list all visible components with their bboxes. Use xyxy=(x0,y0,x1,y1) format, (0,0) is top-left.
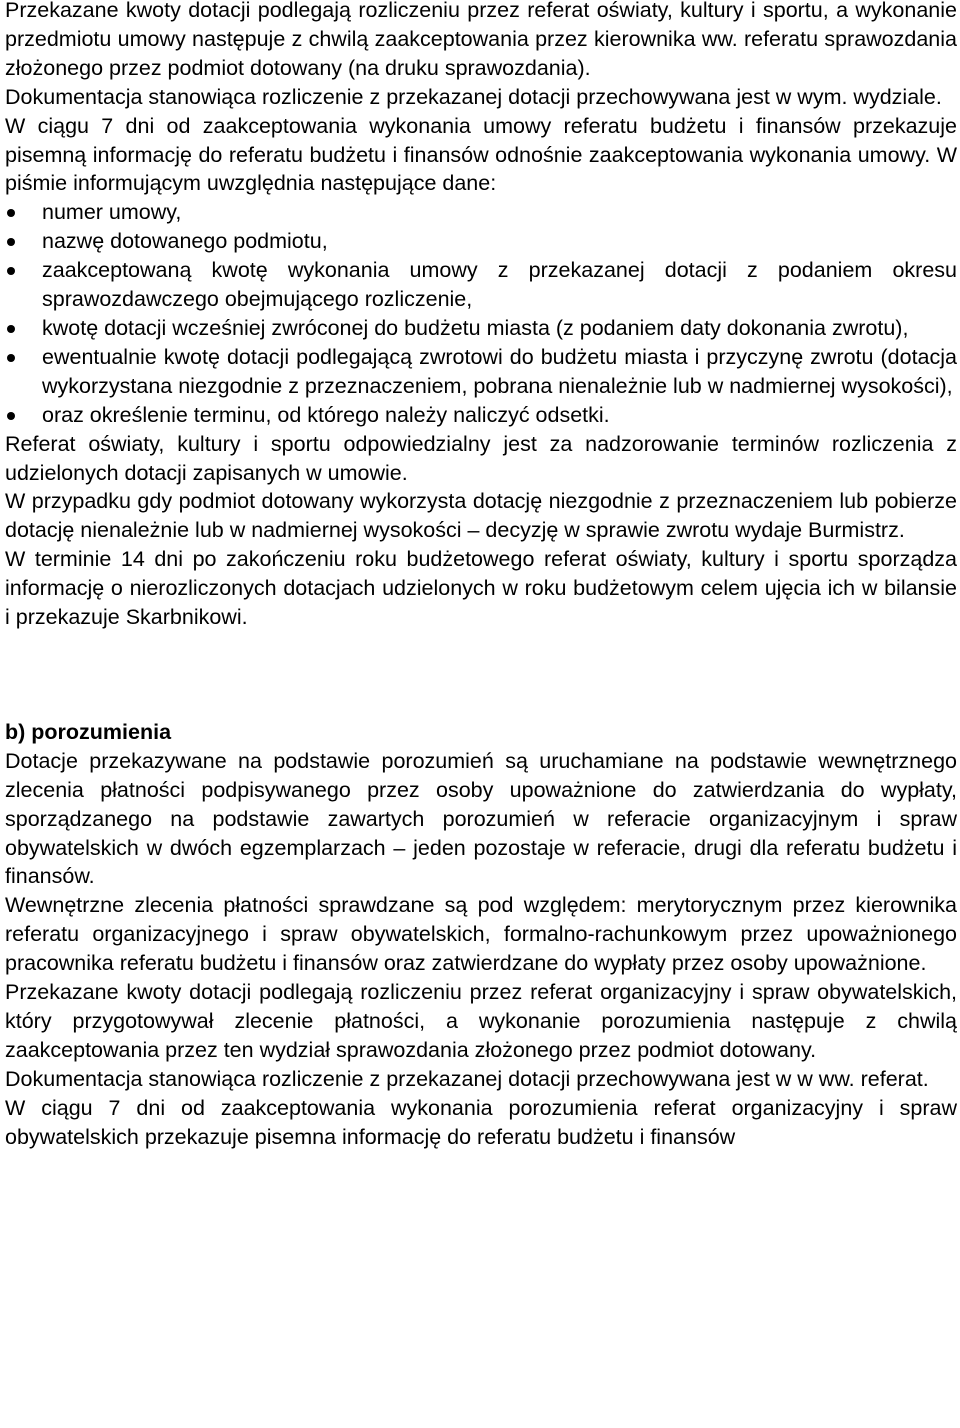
paragraph-agreement-settlement: Przekazane kwoty dotacji podlegają rozliczeniu przez referat organizacyjny i spraw obywatelskich, który przygotowywał zlecenie płatności, a wykonanie porozumienia następuje z chwilą zaakceptowania przez ten wydział sprawozdania złożonego przez podmiot dotowany. xyxy=(5,980,957,1062)
list-item-accepted-amount: zaakceptowaną kwotę wykonania umowy z przekazanej dotacji z podaniem okresu sprawozdawczego obejmującego rozliczenie, xyxy=(5,256,957,314)
paragraph-agreement-information: W ciągu 7 dni od zaakceptowania wykonania porozumienia referat organizacyjny i spraw obywatelskich przekazuje pisemna informację do referatu budżetu i finansów xyxy=(5,1095,957,1149)
paragraph-settlement-by-education-dept: Przekazane kwoty dotacji podlegają rozliczeniu przez referat oświaty, kultury i sportu, a wykonanie przedmiotu umowy następuje z chwilą zaakceptowania przez kierownika ww. referatu sprawozdania złożonego przez podmiot dotowany (na druku sprawozdania). xyxy=(5,0,957,80)
paragraph-refund-decision: W przypadku gdy podmiot dotowany wykorzysta dotację niezgodnie z przeznaczeniem lub pobierze dotację nienależnie lub w nadmiernej wysokości – decyzję w sprawie zwrotu wydaje Burmistrz. xyxy=(5,489,957,543)
section-spacer xyxy=(5,632,957,718)
required-data-list xyxy=(5,198,957,429)
list-item-interest-date: oraz określenie terminu, od którego należy naliczyć odsetki. xyxy=(5,401,957,430)
section-heading-agreements: b) porozumienia xyxy=(5,719,172,744)
document-page xyxy=(5,0,957,1152)
list-item-returned-amount: kwotę dotacji wcześniej zwróconej do budżetu miasta (z podaniem daty dokonania zwrotu), xyxy=(5,314,957,343)
paragraph-year-end-report: W terminie 14 dni po zakończeniu roku budżetowego referat oświaty, kultury i sportu sporządza informację o nierozliczonych dotacjach udzielonych w roku budżetowym celem ujęcia ich w bilansie i przekazuje Skarbnikowi. xyxy=(5,547,957,630)
list-item-amount-to-return: ewentualnie kwotę dotacji podlegającą zwrotowi do budżetu miasta i przyczynę zwrotu (dotacja wykorzystana niezgodnie z przeznaczeniem, pobrana nienależnie lub w nadmiernej wysokości), xyxy=(5,343,957,401)
list-item-entity-name: nazwę dotowanego podmiotu, xyxy=(5,227,957,256)
paragraph-documentation-storage: Dokumentacja stanowiąca rozliczenie z przekazanej dotacji przechowywana jest w wym. wydziale. xyxy=(5,84,942,109)
paragraph-payment-verification: Wewnętrzne zlecenia płatności sprawdzane są pod względem: merytorycznym przez kierownika referatu organizacyjnego i spraw obywatelskich, formalno-rachunkowym przez upoważnionego pracownika referatu budżetu i finansów oraz zatwierdzane do wypłaty przez osoby upoważnione. xyxy=(5,893,957,976)
paragraph-deadline-supervision: Referat oświaty, kultury i sportu odpowiedzialny jest za nadzorowanie terminów rozliczenia z udzielonych dotacji zapisanych w umowie. xyxy=(5,431,957,485)
paragraph-agreement-payments: Dotacje przekazywane na podstawie porozumień są uruchamiane na podstawie wewnętrznego zlecenia płatności podpisywanego przez osoby upoważnione do zatwierdzania do wypłaty, sporządzanego na podstawie zawartych porozumień w referacie organizacyjnym i spraw obywatelskich w dwóch egzemplarzach – jeden pozostaje w referacie, drugi dla referatu budżetu i finansów. xyxy=(5,748,957,889)
paragraph-information-within-7-days: W ciągu 7 dni od zaakceptowania wykonania umowy referatu budżetu i finansów przekazuje pisemną informację do referatu budżetu i finansów odnośnie zaakceptowania wykonania umowy. W piśmie informującym uwzględnia następujące dane: xyxy=(5,113,957,196)
list-item-contract-number: numer umowy, xyxy=(5,198,957,227)
paragraph-agreement-documentation: Dokumentacja stanowiąca rozliczenie z przekazanej dotacji przechowywana jest w w ww. referat. xyxy=(5,1066,929,1091)
